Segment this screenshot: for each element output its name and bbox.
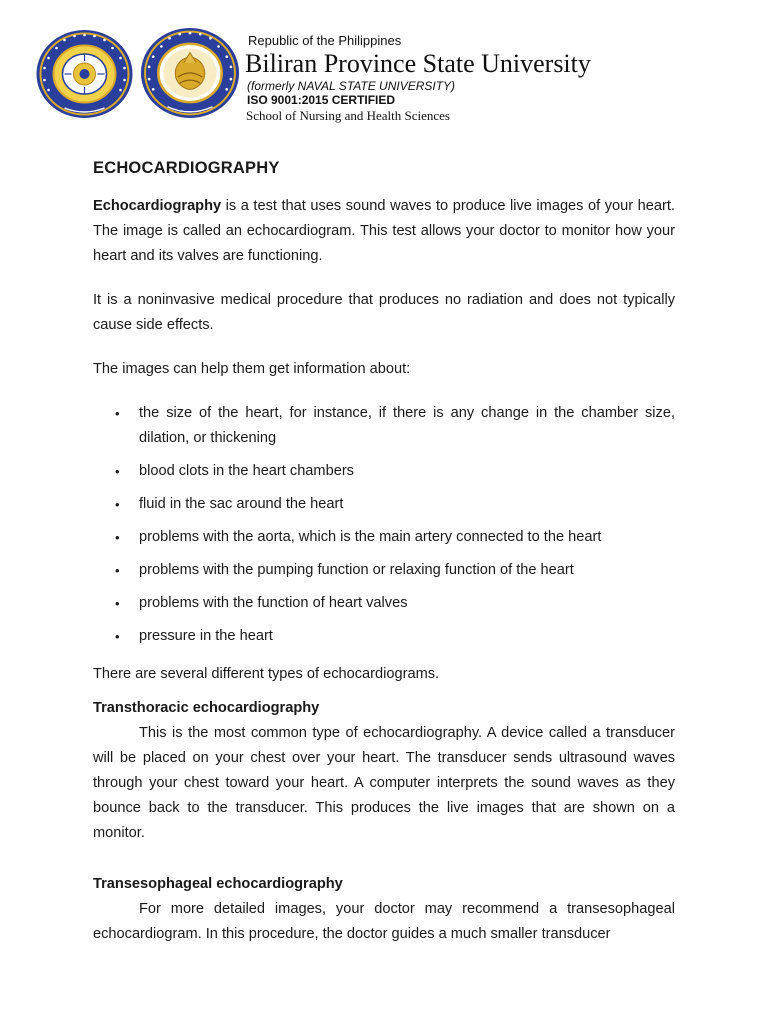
intro-paragraph	[93, 194, 675, 269]
intro-term: Echocardiography	[93, 198, 222, 214]
letterhead-iso-certification: ISO 9001:2015 CERTIFIED	[247, 93, 396, 107]
bullet-icon: •	[115, 563, 120, 578]
section-body-transthoracic: This is the most common type of echocardiography. A device called a transducer will be placed on your chest over your heart. The transducer sends ultrasound waves through your chest toward your heart. A computer interprets the sound waves as they bounce back to the transducer. This produces the live images that are shown on a monitor.	[93, 725, 675, 841]
list-item	[93, 525, 675, 550]
images-info-paragraph: The images can help them get information about:	[93, 361, 411, 377]
list-item	[93, 459, 675, 484]
university-seal-logo	[33, 28, 136, 120]
list-item	[93, 624, 675, 649]
bullet-icon: •	[115, 596, 120, 611]
bullet-icon: •	[115, 629, 120, 644]
letterhead-school-name: School of Nursing and Health Sciences	[246, 108, 450, 123]
section-body-transesophageal: For more detailed images, your doctor may recommend a transesophageal echocardiogram. In this procedure, the doctor guides a much smaller transducer	[93, 901, 675, 942]
intro-text: is a test that uses sound waves to produce live images of your heart. The image is called an echocardiogram. This test allows your doctor to monitor how your heart and its valves are functioning.	[93, 198, 675, 264]
list-item-text: the size of the heart, for instance, if there is any change in the chamber size, dilation, or thickening	[139, 405, 675, 446]
letterhead-formerly: (formerly NAVAL STATE UNIVERSITY)	[247, 79, 456, 93]
list-item-text: pressure in the heart	[139, 628, 273, 644]
list-item-text: fluid in the sac around the heart	[139, 496, 344, 512]
list-item-text: blood clots in the heart chambers	[139, 463, 354, 479]
list-item	[93, 492, 675, 517]
noninvasive-paragraph: It is a noninvasive medical procedure that produces no radiation and does not typically cause side effects.	[93, 292, 675, 333]
bullet-icon: •	[115, 464, 120, 479]
list-item	[93, 558, 675, 583]
bullet-icon: •	[115, 530, 120, 545]
bullet-icon: •	[115, 406, 120, 421]
letterhead-republic: Republic of the Philippines	[248, 33, 402, 48]
list-item-text: problems with the function of heart valves	[139, 595, 408, 611]
section-heading-transesophageal: Transesophageal echocardiography	[93, 876, 343, 892]
letterhead-university-name: Biliran Province State University	[245, 49, 591, 78]
list-item	[93, 401, 675, 451]
bullet-icon: •	[115, 497, 120, 512]
document-title: ECHOCARDIOGRAPHY	[93, 159, 280, 177]
types-intro-paragraph: There are several different types of echocardiograms.	[93, 666, 440, 682]
list-item-text: problems with the pumping function or relaxing function of the heart	[139, 562, 574, 578]
info-bullet-list	[93, 401, 675, 649]
document-body	[93, 156, 675, 973]
section-heading-transthoracic: Transthoracic echocardiography	[93, 700, 320, 716]
list-item-text: problems with the aorta, which is the main artery connected to the heart	[139, 529, 602, 545]
list-item	[93, 591, 675, 616]
nursing-school-seal-logo	[138, 26, 242, 120]
